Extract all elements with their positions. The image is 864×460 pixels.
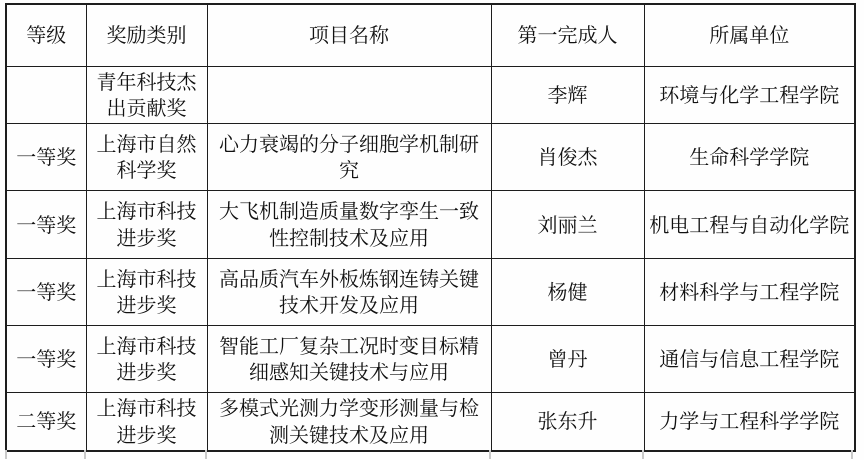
- cell-first-completer: 肖俊杰: [491, 124, 644, 191]
- table-row: [6, 326, 855, 393]
- cell-category: 上海市科技进步奖: [86, 191, 207, 259]
- cell-category: 上海市科技进步奖: [86, 259, 207, 326]
- column-header-project: 项目名称: [207, 4, 491, 66]
- table-grid-stub: [205, 450, 207, 459]
- cell-level: 二等奖: [6, 393, 86, 451]
- cell-category: 青年科技杰出贡献奖: [86, 66, 207, 124]
- header-row: [6, 4, 855, 66]
- column-header-category: 奖励类别: [86, 4, 207, 66]
- table-grid-stub: [489, 450, 491, 459]
- awards-table: [5, 3, 856, 452]
- cell-category: 上海市科技进步奖: [86, 393, 207, 451]
- table-row: [6, 393, 855, 451]
- table-grid-stub: [5, 450, 7, 459]
- cell-category: 上海市自然科学奖: [86, 124, 207, 191]
- cell-project: 多模式光测力学变形测量与检测关键技术及应用: [207, 393, 491, 451]
- cell-affiliation: 材料科学与工程学院: [644, 259, 855, 326]
- cell-first-completer: 李辉: [491, 66, 644, 124]
- cell-first-completer: 杨健: [491, 259, 644, 326]
- table-row: [6, 259, 855, 326]
- cell-affiliation: 环境与化学工程学院: [644, 66, 855, 124]
- table-grid-stub: [851, 450, 853, 459]
- cell-first-completer: 刘丽兰: [491, 191, 644, 259]
- cell-affiliation: 生命科学学院: [644, 124, 855, 191]
- table-row: [6, 191, 855, 259]
- cell-project: 心力衰竭的分子细胞学机制研究: [207, 124, 491, 191]
- cell-level: 一等奖: [6, 191, 86, 259]
- cell-affiliation: 通信与信息工程学院: [644, 326, 855, 393]
- column-header-first-completer: 第一完成人: [491, 4, 644, 66]
- table-row: [6, 66, 855, 124]
- cell-project: 大飞机制造质量数字孪生一致性控制技术及应用: [207, 191, 491, 259]
- cell-first-completer: 张东升: [491, 393, 644, 451]
- cell-first-completer: 曾丹: [491, 326, 644, 393]
- cell-level: 一等奖: [6, 326, 86, 393]
- cell-affiliation: 力学与工程科学学院: [644, 393, 855, 451]
- column-header-level: 等级: [6, 4, 86, 66]
- cell-level: 一等奖: [6, 124, 86, 191]
- cell-level: 一等奖: [6, 259, 86, 326]
- cell-project: 智能工厂复杂工况时变目标精细感知关键技术与应用: [207, 326, 491, 393]
- cell-project: [207, 66, 491, 124]
- cell-category: 上海市科技进步奖: [86, 326, 207, 393]
- table-grid-stub: [642, 450, 644, 459]
- cell-project: 高品质汽车外板炼钢连铸关键技术开发及应用: [207, 259, 491, 326]
- table-row: [6, 124, 855, 191]
- cell-affiliation: 机电工程与自动化学院: [644, 191, 855, 259]
- cell-level: [6, 66, 86, 124]
- column-header-affiliation: 所属单位: [644, 4, 855, 66]
- table-grid-stub: [84, 450, 86, 459]
